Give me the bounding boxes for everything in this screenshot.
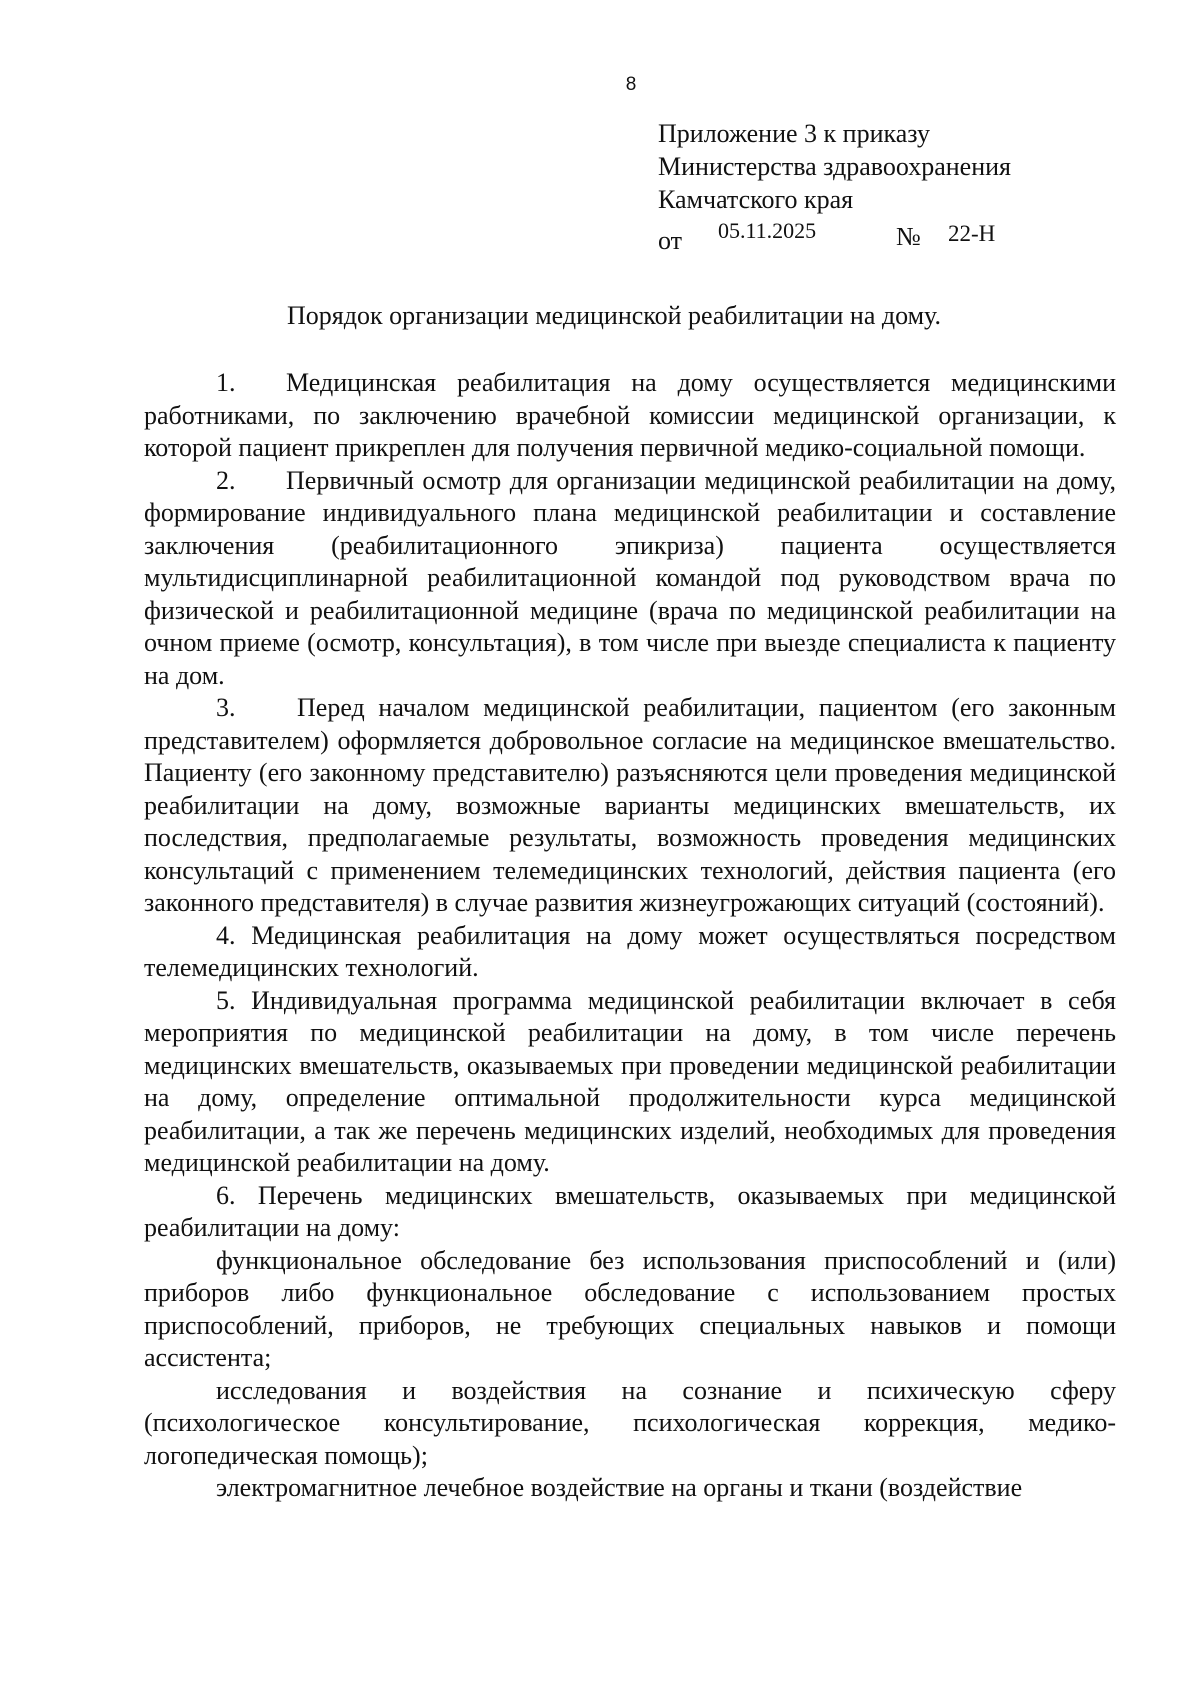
appendix-line-2: Министерства здравоохранения — [658, 152, 1011, 181]
list-item-electromagnetic: электромагнитное лечебное воздействие на органы и ткани (воздействие — [216, 1473, 1023, 1502]
list-item-psychological: исследования и воздействия на сознание и психическую сферу (психологическое консультирование, психологическая коррекция, медико-логопедическая помощь); — [144, 1375, 1116, 1470]
document-title: Порядок организации медицинской реабилитации на дому. — [287, 301, 941, 330]
paragraph-number: 3. — [216, 693, 236, 722]
paragraph-5: 5. Индивидуальная программа медицинской реабилитации включает в себя мероприятия по медицинской реабилитации на дому, в том числе перечень медицинских вмешательств, оказываемых при проведении медицинской реабилитации на дому, определение оптимальной продолжительности курса медицинской реабилитации, а так же перечень медицинских изделий, необходимых для проведения медицинской реабилитации на дому. — [144, 985, 1116, 1177]
paragraph-text: Первичный осмотр для организации медицинской реабилитации на дому, формирование индивидуального плана медицинской реабилитации и составление заключения (реабилитационного эпикриза) пациента осуществляется мультидисциплинарной реабилитационной командой под руководством врача по физической и реабилитационной медицине (врача по медицинской реабилитации на очном приеме (осмотр, консультация), в том числе при выезде специалиста к пациенту на дом. — [144, 465, 1116, 690]
appendix-line-1: Приложение 3 к приказу — [658, 119, 931, 148]
paragraph-number: 1. — [216, 368, 236, 397]
paragraph-text: Перед началом медицинской реабилитации, пациентом (его законным представителем) оформляется добровольное согласие на медицинское вмешательство. Пациенту (его законному представителю) разъясняются цели проведения медицинской реабилитации на дому, возможные варианты медицинских вмешательств, их последствия, предполагаемые результаты, возможность проведения медицинских консультаций с применением телемедицинских технологий, действия пациента (его законного представителя) в случае развития жизнеугрожающих ситуаций (состояний). — [144, 693, 1116, 917]
order-reference — [658, 216, 1058, 256]
list-item-functional-exam: функциональное обследование без использования приспособлений и (или) приборов либо функциональное обследование с использованием простых приспособлений, приборов, не требующих специальных навыков и помощи ассистента; — [144, 1245, 1116, 1372]
paragraph-6: 6. Перечень медицинских вмешательств, оказываемых при медицинской реабилитации на дому: — [144, 1180, 1116, 1242]
paragraph-4: 4. Медицинская реабилитация на дому может осуществляться посредством телемедицинских технологий. — [144, 920, 1116, 982]
paragraph-2 — [144, 465, 1116, 693]
appendix-header — [658, 117, 1058, 256]
order-from-label: от — [658, 226, 683, 255]
order-number: 22-Н — [948, 221, 996, 246]
paragraph-text: Медицинская реабилитация на дому осуществляется медицинскими работниками, по заключению врачебной комиссии медицинской организации, к которой пациент прикреплен для получения первичной медико-социальной помощи. — [144, 368, 1116, 462]
document-body — [144, 367, 1116, 1505]
page-number: 8 — [625, 74, 637, 95]
appendix-line-3: Камчатского края — [658, 185, 854, 214]
paragraph-1 — [144, 367, 1116, 465]
order-date: 05.11.2025 — [718, 218, 817, 243]
paragraph-3 — [144, 692, 1116, 920]
order-number-sign: № — [896, 222, 921, 251]
paragraph-number: 2. — [216, 465, 236, 495]
